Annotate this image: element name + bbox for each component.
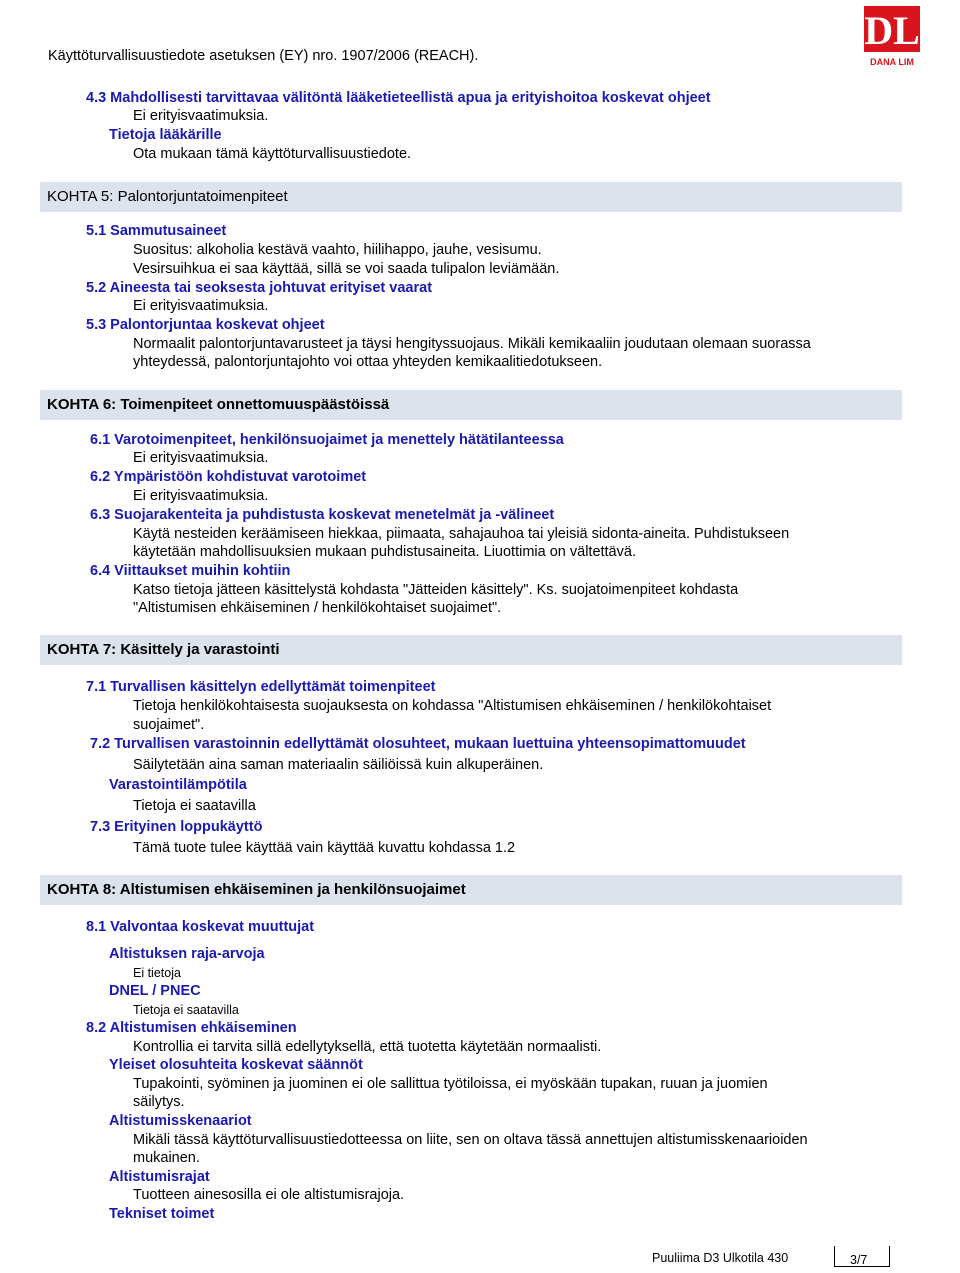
text-exposure-scenarios-a: Mikäli tässä käyttöturvallisuustiedotteessa on liite, sen on oltava tässä annettujen altistumisskenaarioiden [133,1132,808,1148]
heading-general-rules: Yleiset olosuhteita koskevat säännöt [109,1057,363,1073]
text-5-3-a: Normaalit palontorjuntavarusteet ja täysi hengityssuojaus. Mikäli kemikaaliin joudutaan olemaan suorassa [133,336,811,352]
text-7-1-a: Tietoja henkilökohtaisesta suojauksesta on kohdassa "Altistumisen ehkäiseminen / henkilökohtaiset [133,698,772,714]
heading-technical-measures: Tekniset toimet [109,1206,215,1222]
section-6-bar [40,390,902,420]
text-7-3: Tämä tuote tulee käyttää vain käyttää kuvattu kohdassa 1.2 [133,840,516,856]
heading-dnel-pnec: DNEL / PNEC [109,983,201,999]
section-7-bar [40,635,902,665]
svg-text:DANA LIM: DANA LIM [870,57,914,67]
heading-6-4: 6.4 Viittaukset muihin kohtiin [90,563,291,579]
heading-6-3: 6.3 Suojarakenteita ja puhdistusta koskevat menetelmät ja -välineet [90,507,555,523]
heading-exposure-limits-2: Altistumisrajat [109,1169,210,1185]
text-4-3: Ei erityisvaatimuksia. [133,108,269,124]
footer-product-name: Puuliima D3 Ulkotila 430 [652,1251,789,1265]
svg-text:DL: DL [864,8,920,53]
text-6-3-b: käytetään mahdollisuuksien mukaan puhdistusaineita. Liuottimia on vältettävä. [133,544,636,560]
heading-exposure-limits: Altistuksen raja-arvoja [109,946,265,962]
heading-5-1: 5.1 Sammutusaineet [86,223,227,239]
text-7-2: Säilytetään aina saman materiaalin säiliöissä kuin alkuperäinen. [133,757,544,773]
regulation-header: Käyttöturvallisuustiedote asetuksen (EY) nro. 1907/2006 (REACH). [48,48,479,64]
text-5-1-a: Suositus: alkoholia kestävä vaahto, hiilihappo, jauhe, vesisumu. [133,242,542,258]
heading-5-2: 5.2 Aineesta tai seoksesta johtuvat erityiset vaarat [86,280,433,296]
heading-5-3: 5.3 Palontorjuntaa koskevat ohjeet [86,317,325,333]
text-6-4-b: "Altistumisen ehkäiseminen / henkilökohtaiset suojaimet". [133,600,502,616]
section-7-title: KOHTA 7: Käsittely ja varastointi [47,641,280,658]
section-8-title: KOHTA 8: Altistumisen ehkäiseminen ja henkilönsuojaimet [47,881,466,898]
heading-6-2: 6.2 Ympäristöön kohdistuvat varotoimet [90,469,367,485]
heading-7-1: 7.1 Turvallisen käsittelyn edellyttämät toimenpiteet [86,679,436,695]
section-5-title: KOHTA 5: Palontorjuntatoimenpiteet [47,188,288,205]
text-7-1-b: suojaimet". [133,717,205,733]
text-6-2: Ei erityisvaatimuksia. [133,488,269,504]
section-8-bar [40,875,902,905]
section-5-bar [40,182,902,212]
text-5-2: Ei erityisvaatimuksia. [133,298,269,314]
text-general-rules-b: säilytys. [133,1094,185,1110]
text-8-2: Kontrollia ei tarvita sillä edellytyksellä, että tuotetta käytetään normaalisti. [133,1039,602,1055]
heading-info-doctor: Tietoja lääkärille [109,127,222,143]
text-5-1-b: Vesirsuihkua ei saa käyttää, sillä se voi saada tulipalon leviämään. [133,261,560,277]
text-5-3-b: yhteydessä, palontorjuntajohto voi ottaa yhteyden kemikaalitiedotukseen. [133,354,603,370]
company-logo [864,6,920,68]
heading-7-3: 7.3 Erityinen loppukäyttö [90,819,263,835]
text-dnel-pnec: Tietoja ei saatavilla [133,1003,239,1017]
text-6-3-a: Käytä nesteiden keräämiseen hiekkaa, piimaata, sahajauhoa tai yleisiä sidonta-aineita. Puhdistukseen [133,526,790,542]
heading-exposure-scenarios: Altistumisskenaariot [109,1113,252,1129]
text-general-rules-a: Tupakointi, syöminen ja juominen ei ole sallittua työtiloissa, ei myöskään tupakan, ruuan ja juomien [133,1076,768,1092]
heading-8-1: 8.1 Valvontaa koskevat muuttujat [86,919,315,935]
text-info-doctor: Ota mukaan tämä käyttöturvallisuustiedote. [133,146,412,162]
heading-8-2: 8.2 Altistumisen ehkäiseminen [86,1020,297,1036]
text-6-1: Ei erityisvaatimuksia. [133,450,269,466]
text-6-4-a: Katso tietoja jätteen käsittelystä kohdasta "Jätteiden käsittely". Ks. suojatoimenpiteet kohdasta [133,582,739,598]
heading-storage-temp: Varastointilämpötila [109,777,247,793]
text-exposure-limits: Ei tietoja [133,966,181,980]
text-exposure-scenarios-b: mukainen. [133,1150,200,1166]
heading-7-2: 7.2 Turvallisen varastoinnin edellyttämät olosuhteet, mukaan luettuina yhteensopimattomuudet [90,736,746,752]
text-exposure-limits-2: Tuotteen ainesosilla ei ole altistumisrajoja. [133,1187,405,1203]
heading-4-3: 4.3 Mahdollisesti tarvittavaa välitöntä lääketieteellistä apua ja erityishoitoa koskevat ohjeet [86,90,711,106]
section-6-title: KOHTA 6: Toimenpiteet onnettomuuspäästöissä [47,396,390,413]
heading-6-1: 6.1 Varotoimenpiteet, henkilönsuojaimet ja menettely hätätilanteessa [90,432,564,448]
page-number: 3/7 [850,1253,868,1267]
text-storage-temp: Tietoja ei saatavilla [133,798,256,814]
